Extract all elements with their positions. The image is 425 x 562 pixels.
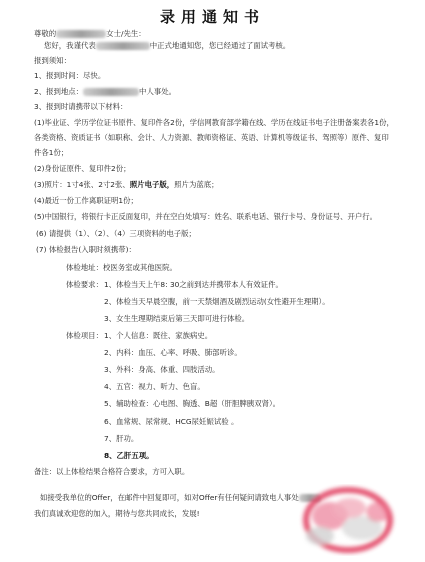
exam-item-1: 1、个人信息：既往、家族病史。 — [104, 331, 213, 340]
exam-item-3: 3、外科：身高、体重、四肢活动。 — [104, 365, 220, 374]
exam-item-7: 7、肝功。 — [104, 434, 139, 443]
exam-items-label: 体检项目： — [66, 331, 103, 340]
redacted-name — [56, 30, 106, 38]
note-line: 备注：以上体检结果合格符合要求，方可入职。 — [34, 467, 190, 476]
exam-req-1: 1、体检当天上午8: 30之前到达并携带本人有效证件。 — [104, 280, 283, 289]
material-1-line-1: (1)毕业证、学历学位证书原件、复印件各2份，学信网教育部学籍在线、学历在线证书电子注册备案表各1份， — [34, 118, 394, 127]
exam-item-6: 6、血常规、尿常规、HCG尿妊娠试验 。 — [104, 417, 239, 426]
material-4: (4)最近一份工作离职证明1份； — [34, 196, 138, 205]
report-heading: 报到须知： — [34, 56, 71, 65]
exam-item-5: 5、辅助检查：心电图、胸透、B超（肝胆脾胰双肾）。 — [104, 399, 281, 408]
material-5: (5)中国银行，将银行卡正反面复印，并在空白处填写：姓名、联系电话、银行卡号、身份证号、开户行。 — [34, 212, 378, 221]
material-1-line-3: 件各1份； — [34, 148, 69, 157]
exam-req-3: 3、女生生理期结束后第三天即可进行体检。 — [104, 314, 250, 323]
material-6: (6) 请提供（1）、（2）、（4）三项资料的电子版； — [36, 229, 196, 238]
item-3: 3、报到时请携带以下材料： — [34, 102, 128, 111]
exam-req-label: 体检要求： — [66, 280, 103, 289]
exam-item-8: 8、乙肝五项。 — [104, 451, 154, 460]
exam-req-2: 2、体检当天早晨空腹，前一天禁烟酒及剧烈运动(女性避开生理期）。 — [104, 297, 330, 306]
redacted-company — [96, 42, 150, 50]
item-2: 2、报到地点： 中人事处。 — [34, 87, 177, 96]
redacted-location — [83, 88, 139, 96]
exam-item-4: 4、五官：视力、听力、色盲。 — [104, 382, 205, 391]
material-2: (2)身份证原件、复印件2份； — [34, 164, 131, 173]
material-1-line-2: 各类资格、资质证书（如职称、会计、人力资源、教师资格证、英语、计算机等级证书、驾照等）原件、复印 — [34, 133, 389, 142]
doc-title: 录用通知书 — [159, 8, 265, 26]
material-3: (3)照片：1寸4张、2寸2张、照片电子版，照片为蓝底； — [34, 180, 219, 189]
seal-stamp-icon — [290, 478, 402, 556]
material-7: (7) 体检报告(入职时须携带)： — [36, 245, 136, 254]
closing-line-1: 如接受我单位的Offer，在邮件中回复即可，如对Offer有任何疑问请致电人事处 — [40, 492, 321, 503]
exam-item-2: 2、内科：血压、心率、呼吸、肺部听诊。 — [104, 348, 242, 357]
exam-address: 体检地址：校医务室或其他医院。 — [66, 263, 177, 272]
salutation-line: 尊敬的 女士/先生： — [34, 29, 146, 38]
greeting-line: 您好，我谨代表 中正式地通知您，您已经通过了面试考核。 — [44, 41, 291, 50]
closing-line-2: 我们真诚欢迎您的加入，期待与您共同成长，发展! — [34, 509, 200, 518]
item-1: 1、报到时间：尽快。 — [34, 71, 106, 80]
